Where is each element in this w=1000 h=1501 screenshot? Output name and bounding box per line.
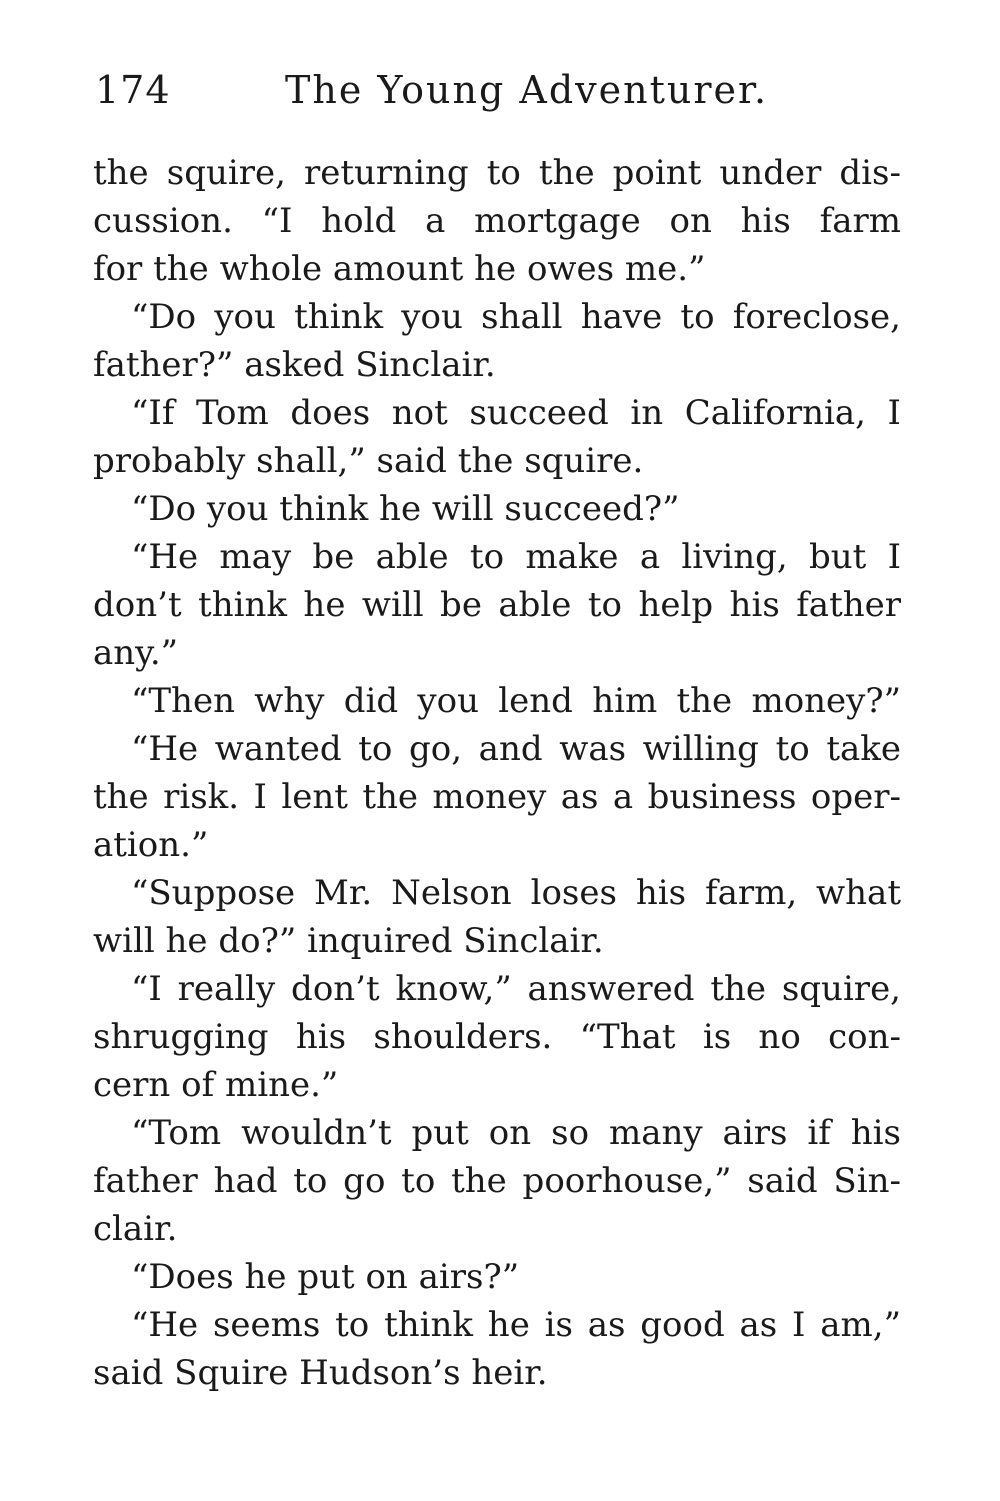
text-line: “Do you think you shall have to foreclose, bbox=[131, 297, 901, 337]
text-line: probably shall,” said the squire. bbox=[93, 441, 644, 481]
text-line: father?” asked Sinclair. bbox=[93, 345, 496, 385]
page-number: 174 bbox=[95, 68, 171, 112]
running-title: The Young Adventurer. bbox=[285, 68, 769, 112]
text-line: “If Tom does not succeed in California, I bbox=[131, 393, 901, 433]
page-header bbox=[95, 62, 900, 122]
text-line: the risk. I lent the money as a business oper- bbox=[93, 777, 901, 817]
text-line: shrugging his shoulders. “That is no con- bbox=[93, 1017, 901, 1057]
text-line: “I really don’t know,” answered the squire, bbox=[131, 969, 901, 1009]
text-line: will he do?” inquired Sinclair. bbox=[93, 921, 604, 961]
text-line: father had to go to the poorhouse,” said Sin- bbox=[93, 1161, 901, 1201]
text-line: the squire, returning to the point under dis- bbox=[93, 153, 901, 193]
text-line: don’t think he will be able to help his father bbox=[93, 585, 901, 625]
text-line: any.” bbox=[93, 633, 179, 673]
text-line: ation.” bbox=[93, 825, 209, 865]
text-line: clair. bbox=[93, 1209, 178, 1249]
text-line: cussion. “I hold a mortgage on his farm bbox=[93, 201, 901, 241]
text-line: for the whole amount he owes me.” bbox=[93, 249, 706, 289]
text-line: “Tom wouldn’t put on so many airs if his bbox=[131, 1113, 901, 1153]
text-line: “He seems to think he is as good as I am,” bbox=[131, 1305, 901, 1345]
text-line: “Does he put on airs?” bbox=[131, 1257, 520, 1297]
text-line: “Suppose Mr. Nelson loses his farm, what bbox=[131, 873, 901, 913]
text-line: “Do you think he will succeed?” bbox=[131, 489, 680, 529]
text-line: “He wanted to go, and was willing to take bbox=[131, 729, 901, 769]
text-line: cern of mine.” bbox=[93, 1065, 339, 1105]
text-line: said Squire Hudson’s heir. bbox=[93, 1353, 548, 1393]
text-line: “Then why did you lend him the money?” bbox=[131, 681, 901, 721]
text-line: “He may be able to make a living, but I bbox=[131, 537, 901, 577]
